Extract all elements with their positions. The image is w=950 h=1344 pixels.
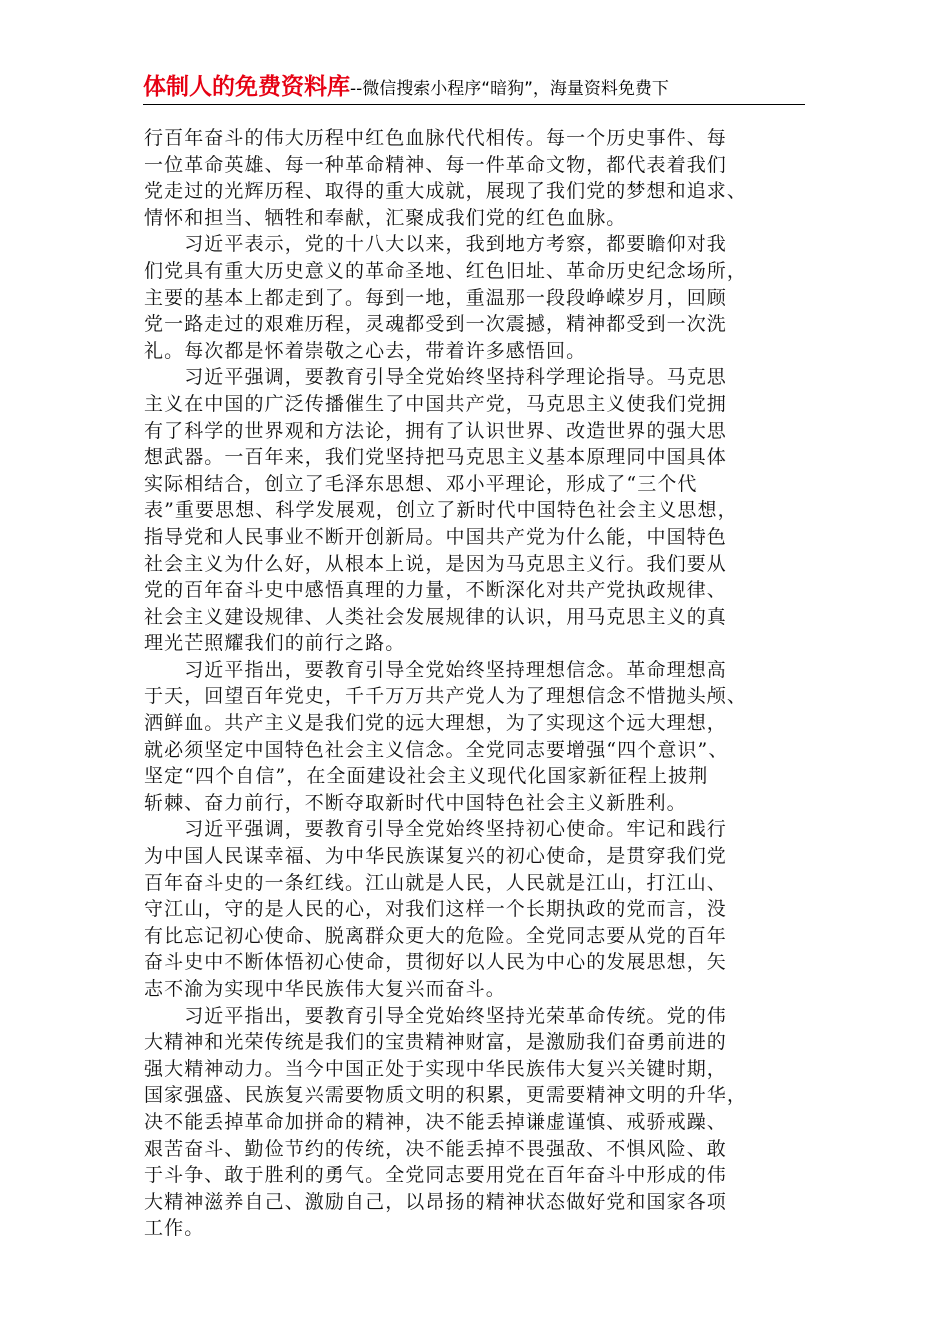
text-line: 洒鲜血。共产主义是我们党的远大理想，为了实现这个远大理想， [144,712,727,735]
text-line: 有比忘记初心使命、脱离群众更大的危险。全党同志要从党的百年 [144,924,727,947]
text-line: 党走过的光辉历程、取得的重大成就，展现了我们党的梦想和追求、 [144,180,748,203]
text-line: 主要的基本上都走到了。每到一地，重温那一段段峥嵘岁月，回顾 [144,286,727,309]
text-line: 实际相结合，创立了毛泽东思想、邓小平理论，形成了“三个代 [144,472,698,495]
text-line: 坚定“四个自信”，在全面建设社会主义现代化国家新征程上披荆 [144,765,709,788]
text-line: 习近平表示，党的十八大以来，我到地方考察，都要瞻仰对我 [144,233,727,256]
text-line: 想武器。一百年来，我们党坚持把马克思主义基本原理同中国具体 [144,446,727,469]
text-line: 工作。 [144,1217,205,1240]
text-line: 于天，回望百年党史，千千万万共产党人为了理想信念不惜抛头颅、 [144,685,748,708]
text-line: 社会主义为什么好，从根本上说，是因为马克思主义行。我们要从 [144,552,727,575]
text-line: 习近平指出，要教育引导全党始终坚持理想信念。革命理想高 [144,658,727,681]
text-line: 党一路走过的艰难历程，灵魂都受到一次震撼，精神都受到一次洗 [144,313,727,336]
text-line: 艰苦奋斗、勤俭节约的传统，决不能丢掉不畏强敌、不惧风险、敢 [144,1137,727,1160]
text-line: 守江山，守的是人民的心，对我们这样一个长期执政的党而言，没 [144,898,727,921]
text-line: 奋斗史中不断体悟初心使命，贯彻好以人民为中心的发展思想，矢 [144,951,727,974]
text-line: 情怀和担当、牺牲和奉献，汇聚成我们党的红色血脉。 [144,206,627,229]
text-line: 礼。每次都是怀着崇敬之心去，带着许多感悟回。 [144,339,587,362]
text-line: 一位革命英雄、每一种革命精神、每一件革命文物，都代表着我们 [144,153,727,176]
text-line: 习近平强调，要教育引导全党始终坚持科学理论指导。马克思 [144,366,727,389]
text-line: 为中国人民谋幸福、为中华民族谋复兴的初心使命，是贯穿我们党 [144,845,727,868]
text-line: 们党具有重大历史意义的革命圣地、红色旧址、革命历史纪念场所， [144,259,748,282]
text-line: 就必须坚定中国特色社会主义信念。全党同志要增强“四个意识”、 [144,738,729,761]
text-line: 主义在中国的广泛传播催生了中国共产党，马克思主义使我们党拥 [144,392,727,415]
text-line: 习近平指出，要教育引导全党始终坚持光荣革命传统。党的伟 [144,1004,727,1027]
text-line: 国家强盛、民族复兴需要物质文明的积累，更需要精神文明的升华， [144,1084,748,1107]
text-line: 斩棘、奋力前行，不断夺取新时代中国特色社会主义新胜利。 [144,791,687,814]
text-line: 决不能丢掉革命加拼命的精神，决不能丢掉谦虚谨慎、戒骄戒躁、 [144,1110,727,1133]
text-line: 表”重要思想、科学发展观，创立了新时代中国特色社会主义思想， [144,499,738,522]
text-line: 志不渝为实现中华民族伟大复兴而奋斗。 [144,978,506,1000]
text-line: 理光芒照耀我们的前行之路。 [144,632,406,655]
text-line: 党的百年奋斗史中感悟真理的力量，不断深化对共产党执政规律、 [144,579,727,602]
text-line: 社会主义建设规律、人类社会发展规律的认识，用马克思主义的真 [144,605,727,628]
text-line: 百年奋斗史的一条红线。江山就是人民，人民就是江山，打江山、 [144,871,727,894]
text-line: 有了科学的世界观和方法论，拥有了认识世界、改造世界的强大思 [144,419,727,442]
text-line: 行百年奋斗的伟大历程中红色血脉代代相传。每一个历史事件、每 [144,127,727,149]
page-header [143,70,805,105]
text-line: 于斗争、敢于胜利的勇气。全党同志要用党在百年奋斗中形成的伟 [144,1164,727,1187]
text-line: 习近平强调，要教育引导全党始终坚持初心使命。牢记和践行 [144,818,727,841]
header-brand: 体制人的免费资料库 [143,74,350,100]
article-body [144,125,806,1242]
header-tagline: --微信搜索小程序“暗狗”，海量资料免费下 [350,79,669,99]
text-line: 强大精神动力。当今中国正处于实现中华民族伟大复兴关键时期， [144,1057,727,1080]
text-line: 大精神和光荣传统是我们的宝贵精神财富，是激励我们奋勇前进的 [144,1031,727,1054]
text-line: 指导党和人民事业不断开创新局。中国共产党为什么能，中国特色 [144,525,727,548]
text-line: 大精神滋养自己、激励自己，以昂扬的精神状态做好党和国家各项 [144,1190,727,1213]
